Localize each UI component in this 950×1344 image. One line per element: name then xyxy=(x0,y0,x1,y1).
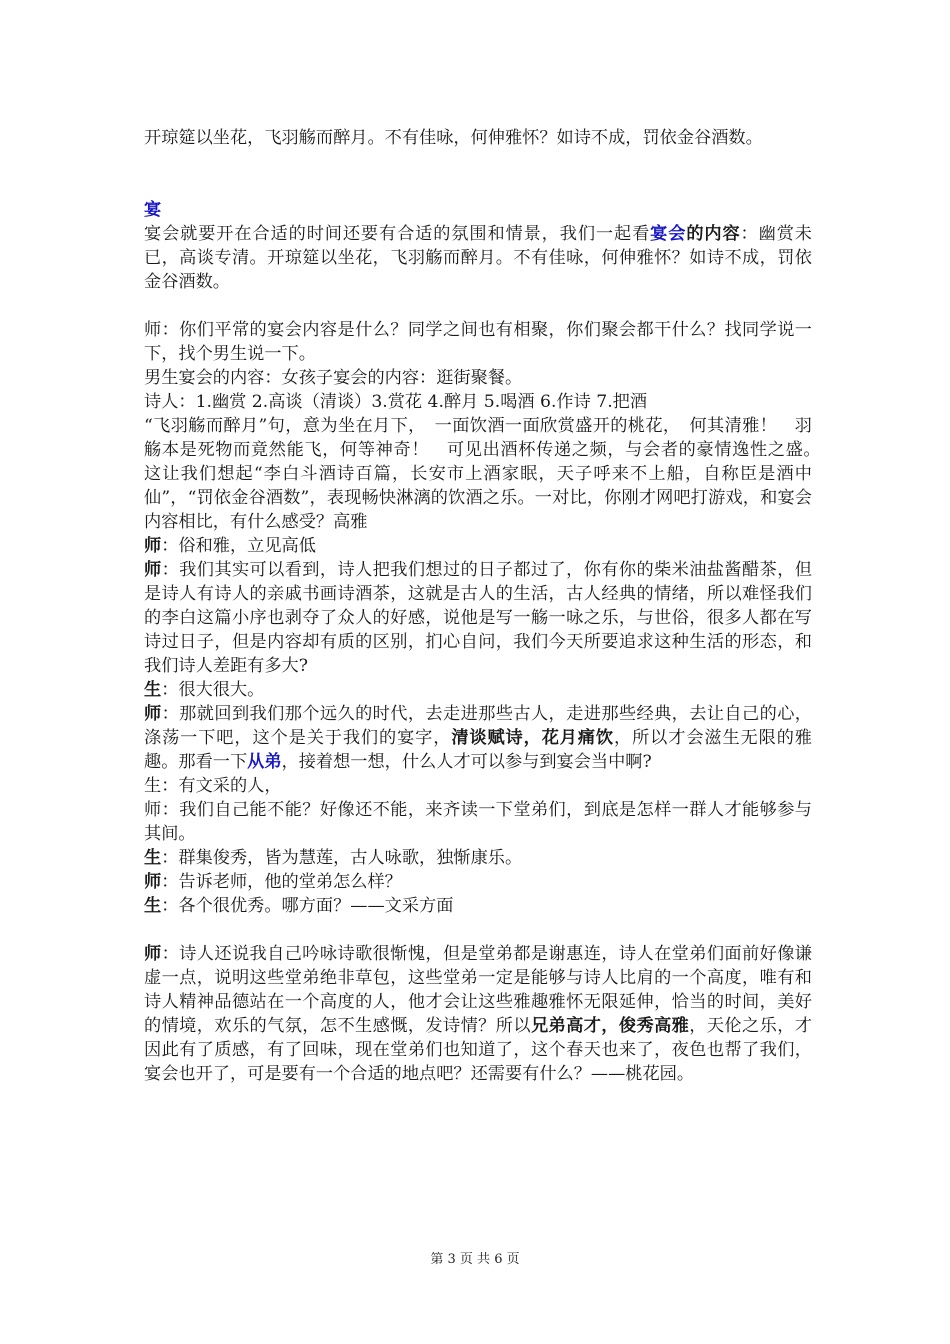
commentary-paragraph: “飞羽觞而醉月”句，意为坐在月下， 一面饮酒一面欣赏盛开的桃花， 何其清雅！ 羽觞本是死物而竟然能飞，何等神奇！ 可见出酒杯传递之频，与会者的豪情逸性之盛。 这让我们想起“李白斗酒诗百篇，长安市上酒家眠，天子呼来不上船，自称臣是酒中仙”，“罚依金谷酒数”，表现畅快淋漓的饮酒之乐。一对比，你刚才网吧打游戏，和宴会内容相比，有什么感受？高雅 xyxy=(144,416,830,532)
intro-text: ：幽赏未已，高谈专清。开琼筵以坐花，飞羽觞而醉月。不有佳咏，何伸雅怀？如诗不成，罚依金谷酒数。 xyxy=(144,224,812,292)
speaker-label: 生 xyxy=(144,680,162,700)
spacer xyxy=(144,918,812,942)
dialogue-line xyxy=(144,894,812,918)
highlight-term: 宴会 xyxy=(650,224,687,244)
dialogue-text: ，所以才会滋生无限的雅趣。那看一下 xyxy=(144,728,812,772)
speaker-label: 生 xyxy=(144,848,162,868)
speaker-label: 师 xyxy=(144,704,162,724)
dialogue-text: ：我们其实可以看到，诗人把我们想过的日子都过了，你有你的柴米油盐酱醋茶，但是诗人有诗人的亲戚书画诗酒茶，这就是古人的生活，古人经典的情绪，所以难怪我们的李白这篇小序也剥夺了众人的好感，说他是写一觞一咏之乐，与世俗，很多人都在写诗过日子，但是内容却有质的区别，扪心自问，我们今天所要追求这种生活的形态，和我们诗人差距有多大? xyxy=(144,560,812,676)
dialogue-line: 男生宴会的内容：女孩子宴会的内容：逛街聚餐。 xyxy=(144,368,523,388)
highlight-term: 从弟 xyxy=(247,752,282,772)
dialogue-text: ：那就回到我们那个远久的时代，去走进那些古人，走进那些经典，去让自己的心，涤荡一下吧，这个是关于我们的宴字， xyxy=(144,704,812,748)
dialogue-line xyxy=(144,942,812,1086)
dialogue-line: 诗人：1.幽赏 2.高谈（清谈）3.赏花 4.醉月 5.喝酒 6.作诗 7.把酒 xyxy=(144,392,648,412)
intro-text: 宴会就要开在合适的时间还要有合适的氛围和情景，我们一起看 xyxy=(144,224,651,244)
paragraph: 开琼筵以坐花，飞羽觞而醉月。不有佳咏，何伸雅怀？如诗不成，罚依金谷酒数。 xyxy=(144,128,763,148)
dialogue-line xyxy=(144,702,812,774)
dialogue-line: 师：你们平常的宴会内容是什么？同学之间也有相聚，你们聚会都干什么？找同学说一下，找个男生说一下。 xyxy=(144,320,812,364)
dialogue-line xyxy=(144,534,812,558)
dialogue-line xyxy=(144,558,812,678)
dialogue-line: 生：有文采的人， xyxy=(144,776,282,796)
dialogue-text: ：很大很大。 xyxy=(161,680,265,700)
dialogue-line: 师：我们自己能不能？好像还不能，来齐读一下堂弟们，到底是怎样一群人才能够参与其间。 xyxy=(144,800,812,844)
dialogue-line xyxy=(144,846,812,870)
spacer xyxy=(144,150,812,198)
page-footer: 第 3 页 共 6 页 xyxy=(430,1252,520,1267)
speaker-label: 生 xyxy=(144,896,162,916)
speaker-label: 师 xyxy=(144,872,162,892)
dialogue-line xyxy=(144,678,812,702)
dialogue-text: ：告诉老师，他的堂弟怎么样？ xyxy=(161,872,402,892)
spacer xyxy=(144,294,812,318)
dialogue-text: ：各个很优秀。哪方面？——文采方面 xyxy=(161,896,454,916)
dialogue-text: ：诗人还说我自己吟咏诗歌很惭愧，但是堂弟都是谢惠连，诗人在堂弟们面前好像谦虚一点，说明这些堂弟绝非草包，这些堂弟一定是能够与诗人比肩的一个高度，唯有和诗人精神品德站在一个高度的人，他才会让这些雅趣雅怀无限延伸，恰当的时间，美好的情境，欢乐的气氛，怎不生感慨，发诗情？所以 xyxy=(144,944,812,1036)
speaker-label: 师 xyxy=(144,536,162,556)
speaker-label: 师 xyxy=(144,944,162,964)
bold-term: 的内容 xyxy=(686,224,741,244)
dialogue-text: ，天伦之乐，才因此有了质感，有了回味，现在堂弟们也知道了，这个春天也来了，夜色也帮了我们，宴会也开了，可是要有一个合适的地点吧？还需要有什么？——桃花园。 xyxy=(144,1016,812,1084)
intro-paragraph xyxy=(144,222,812,294)
speaker-label: 师 xyxy=(144,560,162,580)
section-heading: 宴 xyxy=(144,200,162,220)
dialogue-text: ，接着想一想，什么人才可以参与到宴会当中啊? xyxy=(281,752,652,772)
dialogue-line xyxy=(144,870,812,894)
bold-phrase: 兄弟高才，俊秀高雅 xyxy=(530,1016,690,1036)
dialogue-text: ：群集俊秀，皆为慧莲，古人咏歌，独惭康乐。 xyxy=(161,848,523,868)
bold-phrase: 清谈赋诗，花月痛饮 xyxy=(451,728,615,748)
dialogue-text: ：俗和雅，立见高低 xyxy=(161,536,316,556)
document-body xyxy=(144,126,830,1086)
